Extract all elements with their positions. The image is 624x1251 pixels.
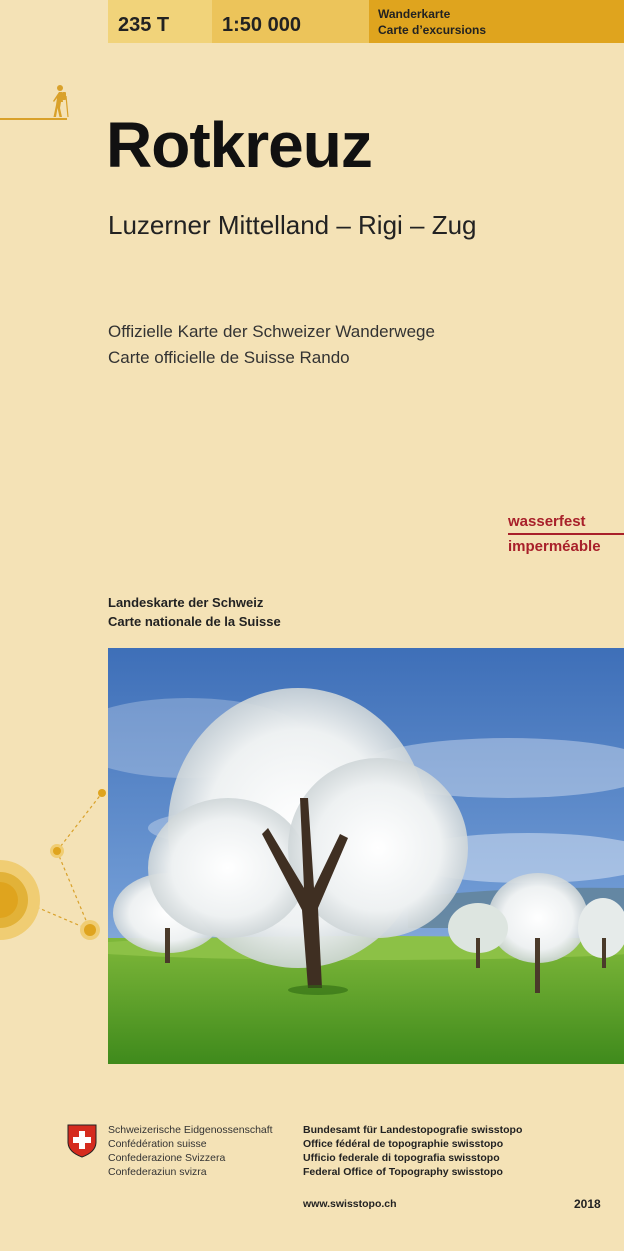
national-map-de: Landeskarte der Schweiz bbox=[108, 595, 264, 610]
national-map-fr: Carte nationale de la Suisse bbox=[108, 614, 281, 629]
map-type-fr: Carte d’excursions bbox=[378, 23, 487, 37]
official-text-de: Offizielle Karte der Schweizer Wanderwege bbox=[108, 322, 435, 341]
cover-photo bbox=[108, 648, 624, 1064]
official-text-fr: Carte officielle de Suisse Rando bbox=[108, 348, 350, 367]
website-url: www.swisstopo.ch bbox=[303, 1198, 397, 1210]
federation-de: Schweizerische Eidgenossenschaft bbox=[108, 1124, 273, 1136]
map-title: Rotkreuz bbox=[106, 109, 372, 181]
swiss-coat-of-arms-icon bbox=[67, 1124, 97, 1158]
hiker-icon bbox=[50, 84, 70, 118]
map-scale: 1:50 000 bbox=[222, 14, 301, 36]
waterproof-divider bbox=[508, 533, 624, 535]
federation-fr: Confédération suisse bbox=[108, 1138, 207, 1150]
edition-year: 2018 bbox=[574, 1197, 601, 1211]
office-de: Bundesamt für Landestopografie swisstopo bbox=[303, 1124, 523, 1136]
waterproof-de: wasserfest bbox=[508, 513, 586, 530]
office-fr: Office fédéral de topographie swisstopo bbox=[303, 1138, 504, 1150]
office-it: Ufficio federale di topografia swisstopo bbox=[303, 1152, 500, 1164]
waterproof-fr: imperméable bbox=[508, 538, 601, 555]
map-type-de: Wanderkarte bbox=[378, 7, 451, 21]
federation-it: Confederazione Svizzera bbox=[108, 1152, 226, 1164]
hiker-line bbox=[0, 118, 67, 120]
map-number: 235 T bbox=[118, 14, 170, 36]
decorative-dots bbox=[0, 780, 120, 960]
map-subtitle: Luzerner Mittelland – Rigi – Zug bbox=[108, 210, 477, 240]
office-en: Federal Office of Topography swisstopo bbox=[303, 1166, 503, 1178]
federation-rm: Confederaziun svizra bbox=[108, 1166, 207, 1178]
